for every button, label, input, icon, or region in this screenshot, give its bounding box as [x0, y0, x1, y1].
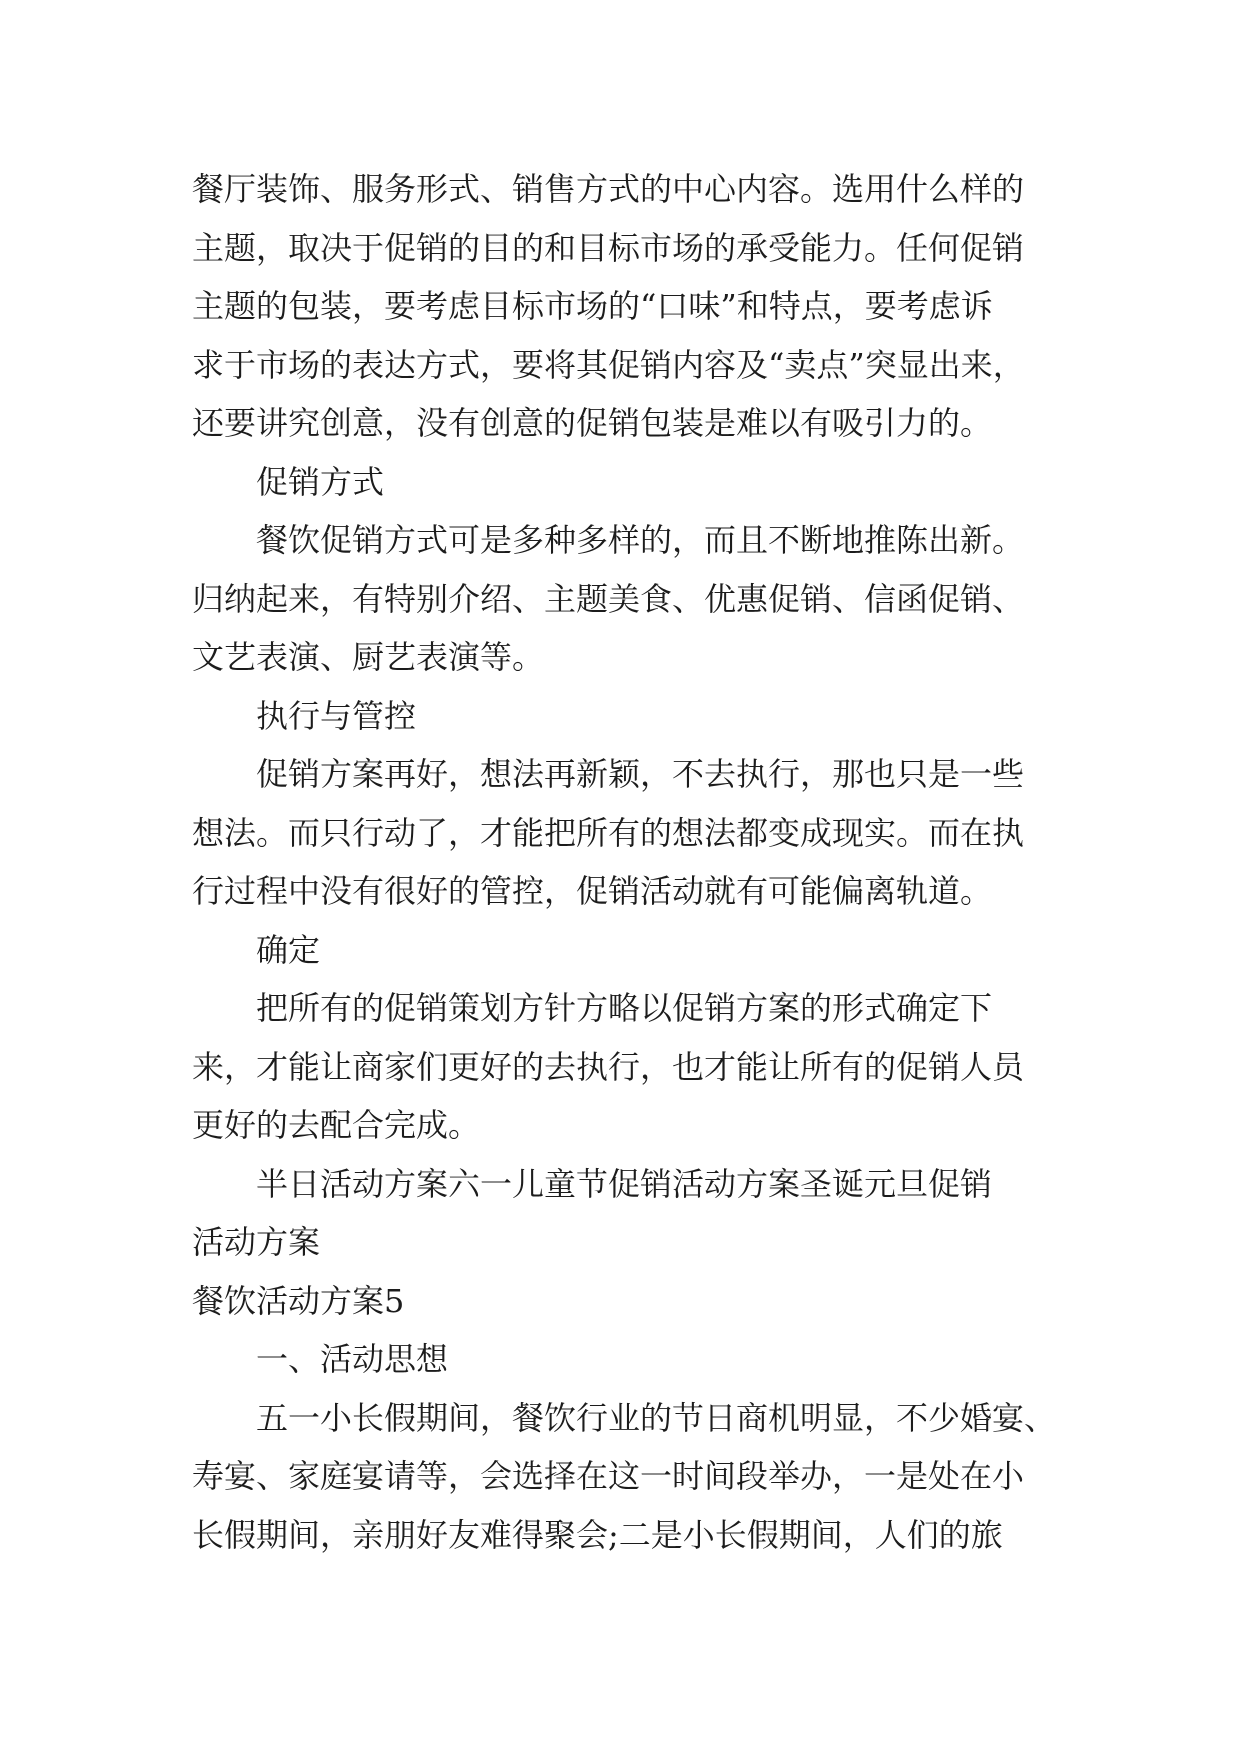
text-line: 半日活动方案六一儿童节促销活动方案圣诞元旦促销: [256, 1164, 993, 1203]
text-line: 促销方案再好，想法再新颖，不去执行，那也只是一些: [256, 755, 1025, 793]
section-heading: 执行与管控: [256, 696, 417, 735]
text-line: 更好的去配合完成。: [192, 1106, 481, 1144]
text-line: 行过程中没有很好的管控，促销活动就有可能偏离轨道。: [192, 872, 993, 910]
section-heading: 确定: [256, 930, 321, 969]
text-line: 还要讲究创意，没有创意的促销包装是难以有吸引力的。: [192, 404, 993, 442]
text-line: 来，才能让商家们更好的去执行，也才能让所有的促销人员: [192, 1047, 1025, 1086]
section-heading: 一、活动思想: [256, 1340, 449, 1378]
text-line: 餐饮促销方式可是多种多样的，而且不断地推陈出新。: [256, 521, 1025, 559]
text-line: 五一小长假期间，餐饮行业的节日商机明显，不少婚宴、: [256, 1398, 1057, 1437]
section-heading: 促销方式: [256, 462, 385, 501]
text-line: 寿宴、家庭宴请等，会选择在这一时间段举办，一是处在小: [192, 1457, 1025, 1495]
text-line: 主题，取决于促销的目的和目标市场的承受能力。任何促销: [192, 228, 1025, 267]
text-line: 把所有的促销策划方针方略以促销方案的形式确定下: [256, 989, 993, 1027]
text-line: 餐厅装饰、服务形式、销售方式的中心内容。选用什么样的: [192, 170, 1025, 208]
text-line: 主题的包装，要考虑目标市场的“口味”和特点，要考虑诉: [192, 287, 993, 325]
text-line: 求于市场的表达方式，要将其促销内容及“卖点”突显出来，: [192, 345, 1025, 384]
document-title: 餐饮活动方案5: [192, 1281, 405, 1320]
text-line: 归纳起来，有特别介绍、主题美食、优惠促销、信函促销、: [192, 579, 1025, 618]
text-line: 长假期间，亲朋好友难得聚会;二是小长假期间，人们的旅: [192, 1515, 1003, 1554]
text-line: 活动方案: [192, 1223, 321, 1261]
text-line: 想法。而只行动了，才能把所有的想法都变成现实。而在执: [192, 813, 1025, 852]
text-line: 文艺表演、厨艺表演等。: [192, 638, 545, 676]
document-body: [192, 160, 1072, 1564]
